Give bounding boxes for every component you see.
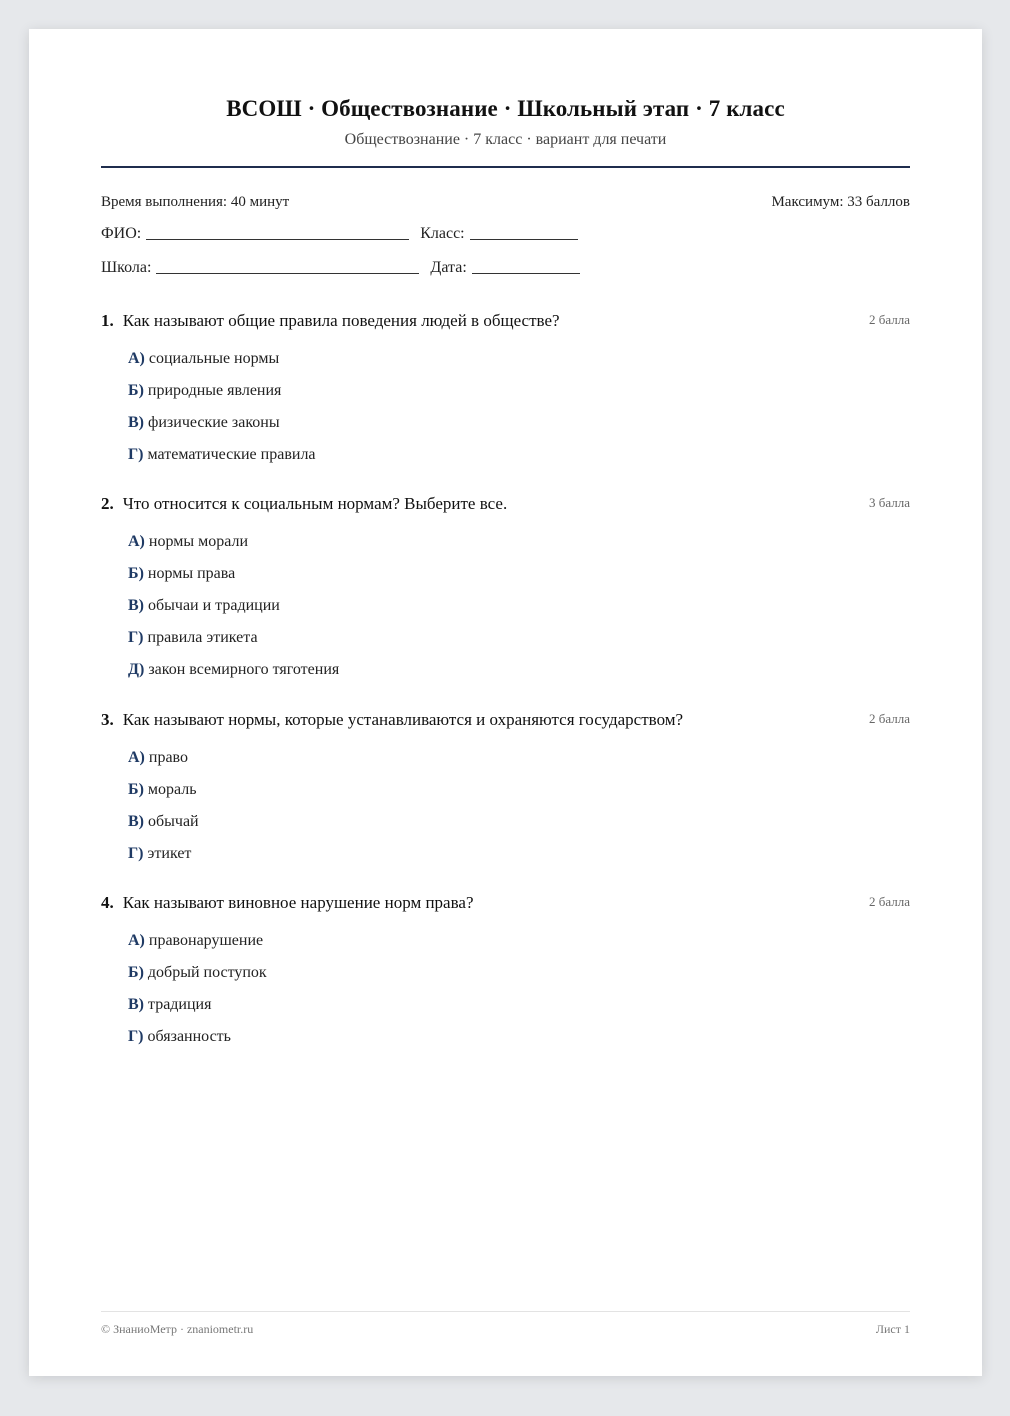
option-letter: Г) — [128, 629, 144, 646]
question-header — [101, 494, 910, 514]
option-letter: В) — [128, 813, 144, 830]
fio-label: ФИО: — [101, 225, 142, 242]
option-c[interactable] — [128, 595, 910, 627]
option-text: природные явления — [147, 382, 282, 399]
question-number: 2. — [101, 494, 114, 513]
options-list — [128, 747, 910, 875]
option-text: физические законы — [148, 414, 280, 431]
question-header — [101, 710, 910, 730]
max-score: Максимум: 33 баллов — [771, 194, 910, 210]
question-text: Как называют виновное нарушение норм права? — [122, 893, 474, 912]
option-letter: В) — [128, 414, 144, 431]
options-list — [128, 348, 910, 476]
option-a[interactable] — [128, 531, 910, 563]
class-field[interactable] — [470, 238, 578, 240]
option-text: этикет — [147, 845, 192, 862]
option-letter: Б) — [128, 781, 144, 798]
option-text: добрый поступок — [147, 964, 267, 981]
school-date-row — [101, 259, 591, 277]
option-text: право — [148, 749, 188, 766]
option-text: математические правила — [147, 446, 316, 463]
option-letter: Г) — [128, 845, 144, 862]
date-label: Дата: — [430, 259, 467, 276]
option-letter: А) — [128, 350, 145, 367]
question-text: Как называют общие правила поведения людей в обществе? — [122, 311, 560, 330]
option-letter: Б) — [128, 382, 144, 399]
footer-sheet-number: Лист 1 — [875, 1322, 910, 1336]
meta-row — [101, 194, 910, 211]
option-e[interactable] — [128, 659, 910, 691]
option-a[interactable] — [128, 348, 910, 380]
option-text: обычай — [148, 813, 199, 830]
option-letter: Г) — [128, 446, 144, 463]
option-b[interactable] — [128, 380, 910, 412]
question-number: 4. — [101, 893, 114, 912]
question-header — [101, 311, 910, 331]
options-list — [128, 531, 910, 691]
option-text: мораль — [147, 781, 197, 798]
option-b[interactable] — [128, 779, 910, 811]
option-a[interactable] — [128, 930, 910, 962]
question-4 — [101, 893, 910, 1058]
option-letter: Д) — [128, 661, 145, 678]
school-field[interactable] — [156, 272, 419, 274]
option-d[interactable] — [128, 1026, 910, 1058]
option-text: правила этикета — [147, 629, 258, 646]
question-text: Что относится к социальным нормам? Выберите все. — [122, 494, 508, 513]
page-title: ВСОШ · Обществознание · Школьный этап · 7 класс — [226, 96, 785, 121]
option-b[interactable] — [128, 962, 910, 994]
option-letter: А) — [128, 932, 145, 949]
question-header — [101, 893, 910, 913]
option-letter: В) — [128, 597, 144, 614]
time-limit: Время выполнения: 40 минут — [101, 194, 290, 210]
option-text: обязанность — [147, 1028, 231, 1045]
option-c[interactable] — [128, 811, 910, 843]
option-text: традиция — [148, 996, 212, 1013]
option-letter: Г) — [128, 1028, 144, 1045]
question-points: 2 балла — [869, 312, 910, 327]
page-subtitle: Обществознание · 7 класс · вариант для печати — [344, 131, 667, 148]
option-text: закон всемирного тяготения — [148, 661, 340, 678]
question-points: 3 балла — [869, 495, 910, 510]
school-label: Школа: — [101, 259, 152, 276]
option-a[interactable] — [128, 747, 910, 779]
exam-sheet — [29, 29, 982, 1376]
question-number: 1. — [101, 311, 114, 330]
page-footer — [101, 1322, 910, 1337]
class-label: Класс: — [420, 225, 465, 242]
question-1 — [101, 311, 910, 476]
question-points: 2 балла — [869, 894, 910, 909]
option-letter: В) — [128, 996, 144, 1013]
option-text: нормы права — [147, 565, 236, 582]
option-text: социальные нормы — [148, 350, 280, 367]
footer-copyright: © ЗнаниоМетр · znaniometr.ru — [101, 1322, 254, 1336]
option-letter: А) — [128, 749, 145, 766]
question-2 — [101, 494, 910, 691]
option-text: нормы морали — [148, 533, 248, 550]
option-letter: Б) — [128, 964, 144, 981]
date-field[interactable] — [472, 272, 580, 274]
fio-field[interactable] — [146, 238, 409, 240]
option-d[interactable] — [128, 444, 910, 476]
question-number: 3. — [101, 710, 114, 729]
options-list — [128, 930, 910, 1058]
question-text: Как называют нормы, которые устанавливаются и охраняются государством? — [122, 710, 684, 729]
fio-class-row — [101, 225, 589, 243]
option-text: правонарушение — [148, 932, 264, 949]
option-d[interactable] — [128, 627, 910, 659]
question-3 — [101, 710, 910, 875]
option-b[interactable] — [128, 563, 910, 595]
option-c[interactable] — [128, 994, 910, 1026]
question-points: 2 балла — [869, 711, 910, 726]
option-c[interactable] — [128, 412, 910, 444]
footer-divider — [101, 1311, 910, 1312]
option-d[interactable] — [128, 843, 910, 875]
header-divider — [101, 166, 910, 168]
option-letter: Б) — [128, 565, 144, 582]
option-text: обычаи и традиции — [148, 597, 280, 614]
option-letter: А) — [128, 533, 145, 550]
